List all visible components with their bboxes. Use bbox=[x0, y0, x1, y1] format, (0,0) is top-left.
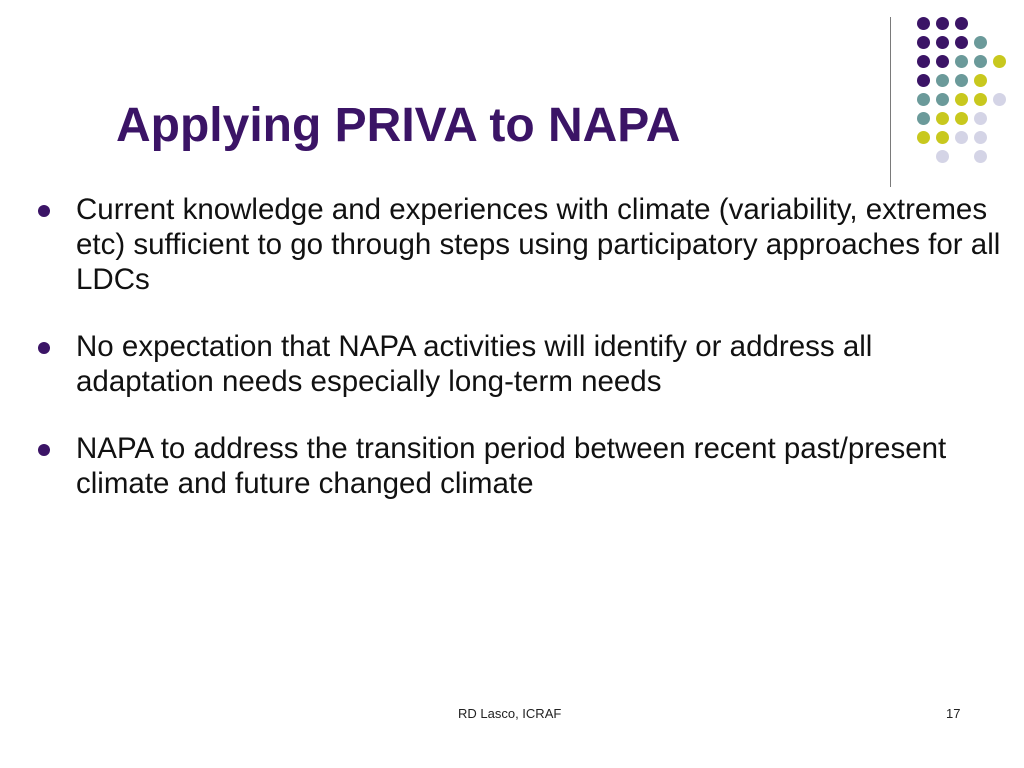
dot bbox=[917, 36, 930, 49]
bullet-list bbox=[38, 192, 1013, 533]
dot bbox=[974, 112, 987, 125]
decorative-dot-grid bbox=[905, 15, 1015, 170]
bullet-dot-icon bbox=[38, 342, 50, 354]
dot bbox=[936, 93, 949, 106]
bullet-text: Current knowledge and experiences with climate (variability, extremes etc) sufficient to go through steps using participatory approaches for all LDCs bbox=[76, 193, 1001, 296]
dot bbox=[974, 150, 987, 163]
bullet-text: No expectation that NAPA activities will identify or address all adaptation needs especially long-term needs bbox=[76, 330, 873, 398]
dot bbox=[955, 74, 968, 87]
dot bbox=[936, 112, 949, 125]
bullet-dot-icon bbox=[38, 205, 50, 217]
bullet-item bbox=[38, 192, 1013, 297]
bullet-text: NAPA to address the transition period between recent past/present climate and future changed climate bbox=[76, 432, 947, 500]
dot bbox=[974, 74, 987, 87]
decorative-divider bbox=[890, 17, 891, 187]
dot bbox=[936, 131, 949, 144]
dot bbox=[936, 17, 949, 30]
dot bbox=[955, 93, 968, 106]
dot bbox=[936, 74, 949, 87]
dot bbox=[955, 17, 968, 30]
bullet-item bbox=[38, 329, 1013, 399]
dot bbox=[936, 150, 949, 163]
dot bbox=[936, 55, 949, 68]
dot bbox=[917, 74, 930, 87]
dot bbox=[917, 93, 930, 106]
dot bbox=[917, 17, 930, 30]
dot bbox=[993, 55, 1006, 68]
dot bbox=[955, 36, 968, 49]
dot bbox=[974, 131, 987, 144]
bullet-dot-icon bbox=[38, 444, 50, 456]
dot bbox=[936, 36, 949, 49]
dot bbox=[974, 93, 987, 106]
dot bbox=[974, 36, 987, 49]
bullet-item bbox=[38, 431, 1013, 501]
dot bbox=[955, 55, 968, 68]
dot bbox=[917, 112, 930, 125]
dot bbox=[974, 55, 987, 68]
footer-author: RD Lasco, ICRAF bbox=[458, 706, 562, 721]
dot bbox=[917, 131, 930, 144]
dot bbox=[993, 93, 1006, 106]
dot bbox=[917, 55, 930, 68]
page-number: 17 bbox=[946, 706, 961, 721]
dot bbox=[955, 112, 968, 125]
slide-title: Applying PRIVA to NAPA bbox=[116, 99, 681, 152]
dot bbox=[955, 131, 968, 144]
